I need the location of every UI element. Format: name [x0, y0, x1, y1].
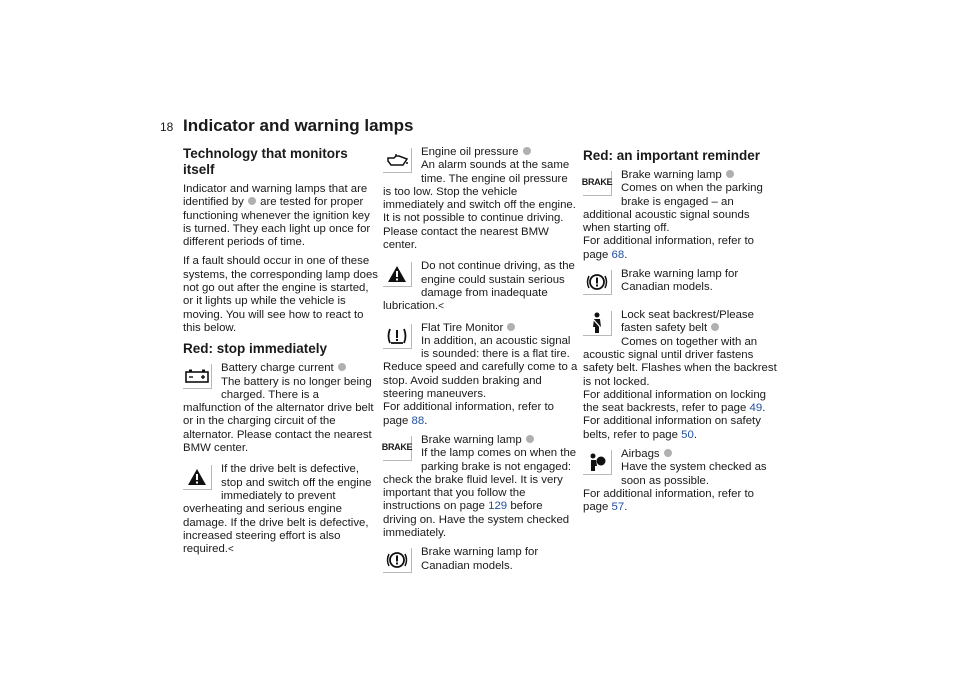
warning-triangle-icon — [383, 262, 412, 287]
end-mark: < — [227, 544, 234, 556]
intro-paragraph — [183, 183, 379, 249]
battery-text: The battery is no longer being charged. There is a malfunction of the alternator drive belt or in the charging circuit of the alternator. Please contact the nearest BMW center. — [183, 375, 374, 455]
column-1 — [183, 146, 379, 560]
heading-red-reminder: Red: an important reminder — [583, 148, 761, 163]
brake-ref-page-link[interactable]: 129 — [488, 500, 508, 513]
brake-canada-text: Brake warning lamp for Canadian models. — [421, 546, 539, 572]
oil-title: Engine oil pressure — [421, 146, 519, 158]
brake-text-b: before driving on. Have the system checked immediately. — [383, 500, 570, 540]
intro-text-b: are tested for proper functioning whenever the ignition key is turned. They each light up once for different periods of time. — [183, 196, 371, 249]
seat-ref1-text: For additional information on locking the seat backrests, refer to page — [583, 388, 766, 415]
tested-dot-icon — [248, 197, 256, 205]
airbag-ref-text: For additional information, refer to page — [583, 487, 754, 514]
seat-belt-block: Lock seat backrest/Please fasten safety belt Comes on together with an acoustic signal until driver fastens safety belt. Flashes when the backrest is not locked. For additional information on locking the seat backrests, refer to page 49. For additional information on safety belts, refer to page 50. — [583, 309, 779, 442]
flat-tire-block: Flat Tire Monitor In addition, an acoustic signal is sounded: there is a flat tire. Reduce speed and carefully come to a stop. Avoid sudden braking and steering maneuvers. For additional information, refer to page 88. — [383, 321, 578, 427]
seat-title: Lock seat backrest/Please fasten safety belt — [621, 309, 754, 335]
parking-brake-ref-page-link[interactable]: 68 — [611, 248, 625, 261]
parking-brake-text: Comes on when the parking brake is engaged – an additional acoustic signal sounds when starting off. — [583, 182, 763, 235]
brake-fluid-block — [383, 434, 579, 540]
parking-brake-title-line — [583, 169, 779, 182]
tested-dot-icon — [507, 323, 515, 331]
flat-title-line — [383, 322, 579, 335]
brake-circle-exclamation-icon — [583, 270, 612, 295]
intro-text-a: Indicator and warning lamps that are identified by — [183, 183, 368, 209]
parking-brake-canada-text: Brake warning lamp for Canadian models. — [621, 268, 739, 294]
heading-technology: Technology that monitors itself — [183, 146, 348, 177]
brake-title: Brake warning lamp — [421, 433, 522, 446]
seat-text: Comes on together with an acoustic signal until driver fastens safety belt. Flashes when the backrest is not locked. — [583, 335, 777, 388]
battery-block — [183, 362, 379, 455]
tested-dot-icon — [526, 435, 534, 443]
parking-brake-block: BRAKE Brake warning lamp Comes on when the parking brake is engaged – an additional acoustic signal sounds when starting off. For additional information, refer to page 68. — [583, 169, 779, 262]
flat-text: In addition, an acoustic signal is sounded: there is a flat tire. Reduce speed and carefully come to a stop. Avoid sudden braking and steering maneuvers. — [383, 334, 578, 401]
oil-can-icon — [383, 148, 412, 173]
brake-title-line — [383, 434, 579, 447]
brake-icon — [583, 171, 612, 196]
heading-red-stop: Red: stop immediately — [183, 341, 328, 357]
seat-ref2-page-link[interactable]: 50 — [681, 428, 694, 441]
page-number: 18 — [160, 120, 174, 134]
oil-pressure-block — [383, 146, 579, 252]
airbag-block: Airbags Have the system checked as soon as possible. For additional information, refer to page 57. — [583, 448, 779, 514]
fault-paragraph: If a fault should occur in one of these systems, the corresponding lamp does not go out after the engine is started, or it lights up while the vehicle is moving. You will see how to react to this below. — [183, 255, 379, 334]
airbag-icon — [583, 450, 612, 475]
parking-brake-canada-block — [583, 268, 779, 297]
battery-icon — [183, 364, 212, 389]
flat-ref-page-link[interactable]: 88 — [411, 414, 425, 427]
belt-warning-block — [183, 463, 379, 556]
brake-text-a: If the lamp comes on when the parking brake is not engaged: check the brake fluid level. It is very important that you follow the instructions on page — [383, 447, 577, 513]
tested-dot-icon — [664, 449, 672, 457]
warning-triangle-icon — [183, 465, 212, 490]
airbag-text: Have the system checked as soon as possible. — [621, 461, 767, 487]
tested-dot-icon — [711, 323, 719, 331]
column-2 — [383, 146, 579, 579]
tested-dot-icon — [726, 170, 734, 178]
airbag-title: Airbags — [621, 448, 660, 461]
oil-warning-block — [383, 260, 579, 313]
flat-title: Flat Tire Monitor — [421, 321, 504, 334]
brake-icon-label: BRAKE — [381, 442, 413, 453]
brake-icon-label: BRAKE — [581, 177, 613, 188]
seat-ref2-text: For additional information on safety belts, refer to page — [583, 415, 761, 441]
oil-text: An alarm sounds at the same time. The engine oil pressure is too low. Stop the vehicle immediately and switch off the engine. It is not possible to continue driving. Please contact the nearest BMW center. — [383, 159, 576, 252]
tested-dot-icon — [338, 363, 346, 371]
parking-brake-ref-text: For additional information, refer to page — [583, 235, 754, 261]
airbag-ref-page-link[interactable]: 57 — [611, 501, 625, 514]
parking-brake-title: Brake warning lamp — [621, 169, 722, 181]
end-mark: < — [438, 301, 444, 313]
airbag-title-line — [583, 448, 779, 461]
battery-title-line — [183, 362, 379, 375]
column-3 — [583, 148, 779, 519]
belt-warning-text: If the drive belt is defective, stop and switch off the engine immediately to prevent overheating and serious engine damage. If the drive belt is defective, increased steering effort is also required. — [183, 463, 372, 556]
flat-tire-icon — [383, 324, 412, 349]
brake-icon — [383, 436, 412, 461]
battery-title: Battery charge current — [221, 362, 334, 375]
brake-canada-block — [383, 546, 579, 575]
seat-ref1-page-link[interactable]: 49 — [749, 402, 763, 415]
seat-title-line — [583, 309, 779, 336]
oil-warning-text: Do not continue driving, as the engine could sustain serious damage from inadequate lubrication. — [383, 260, 575, 313]
brake-circle-exclamation-icon — [383, 548, 412, 573]
seatbelt-person-icon — [583, 311, 612, 336]
tested-dot-icon — [523, 147, 531, 155]
oil-title-line — [383, 146, 579, 159]
flat-ref-text: For additional information, refer to page — [383, 401, 554, 427]
page-title: Indicator and warning lamps — [183, 116, 414, 135]
